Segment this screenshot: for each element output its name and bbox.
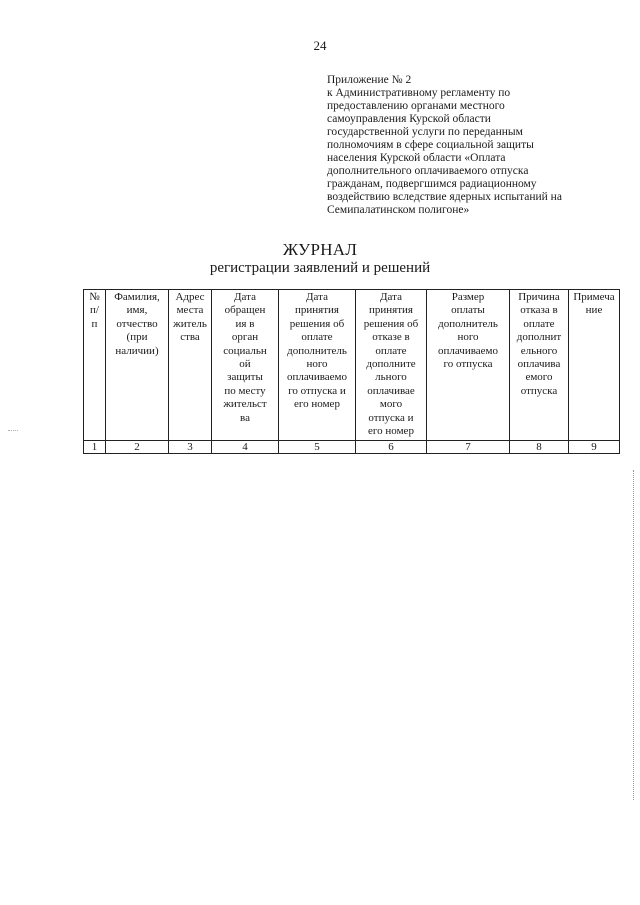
appendix-line: Семипалатинском полигоне» (327, 204, 470, 216)
journal-table (83, 289, 620, 454)
column-header-application-date: Дата обращен ия в орган социальн ой защиты по месту жительст ва (212, 290, 279, 441)
appendix-line: государственной услуги по переданным (327, 126, 523, 138)
column-number-cell: 3 (169, 441, 212, 454)
column-header-refusal-decision: Дата принятия решения об отказе в оплате дополните льного оплачивае мого отпуска и его номер (356, 290, 427, 441)
appendix-line: к Административному регламенту по (327, 87, 511, 99)
appendix-line: полномочиям в сфере социальной защиты (327, 139, 534, 151)
column-header-full-name: Фамилия, имя, отчество (при наличии) (106, 290, 169, 441)
column-number-cell: 6 (356, 441, 427, 454)
column-number-cell: 5 (279, 441, 356, 454)
scan-artifact (8, 430, 18, 433)
column-header-payment-decision: Дата принятия решения об оплате дополнитель ного оплачиваемо го отпуска и его номер (279, 290, 356, 441)
appendix-line: предоставлению органами местного (327, 100, 505, 112)
table-header-row (84, 290, 620, 441)
column-number-cell: 1 (84, 441, 106, 454)
appendix-line: Приложение № 2 (327, 74, 412, 86)
appendix-line: населения Курской области «Оплата (327, 152, 506, 164)
page-number: 24 (313, 38, 327, 53)
column-number-cell: 9 (569, 441, 620, 454)
column-header-number: № п/ п (84, 290, 106, 441)
column-header-note: Примеча ние (569, 290, 620, 441)
column-header-refusal-reason: Причина отказа в оплате дополнит ельного оплачива емого отпуска (510, 290, 569, 441)
appendix-line: воздействию вследствие ядерных испытаний на (327, 191, 562, 203)
appendix-line: самоуправления Курской области (327, 113, 491, 125)
scan-artifact (630, 470, 634, 800)
column-header-payment-amount: Размер оплаты дополнитель ного оплачиваемо го отпуска (427, 290, 510, 441)
column-header-address: Адрес места житель ства (169, 290, 212, 441)
appendix-line: дополнительного оплачиваемого отпуска (327, 165, 529, 177)
table-row (84, 441, 620, 454)
journal-title: ЖУРНАЛ (282, 240, 358, 259)
column-number-cell: 4 (212, 441, 279, 454)
journal-subtitle: регистрации заявлений и решений (209, 260, 431, 276)
appendix-note (327, 74, 627, 217)
column-number-cell: 8 (510, 441, 569, 454)
column-number-cell: 2 (106, 441, 169, 454)
appendix-line: гражданам, подвергшимся радиационному (327, 178, 537, 190)
column-number-cell: 7 (427, 441, 510, 454)
